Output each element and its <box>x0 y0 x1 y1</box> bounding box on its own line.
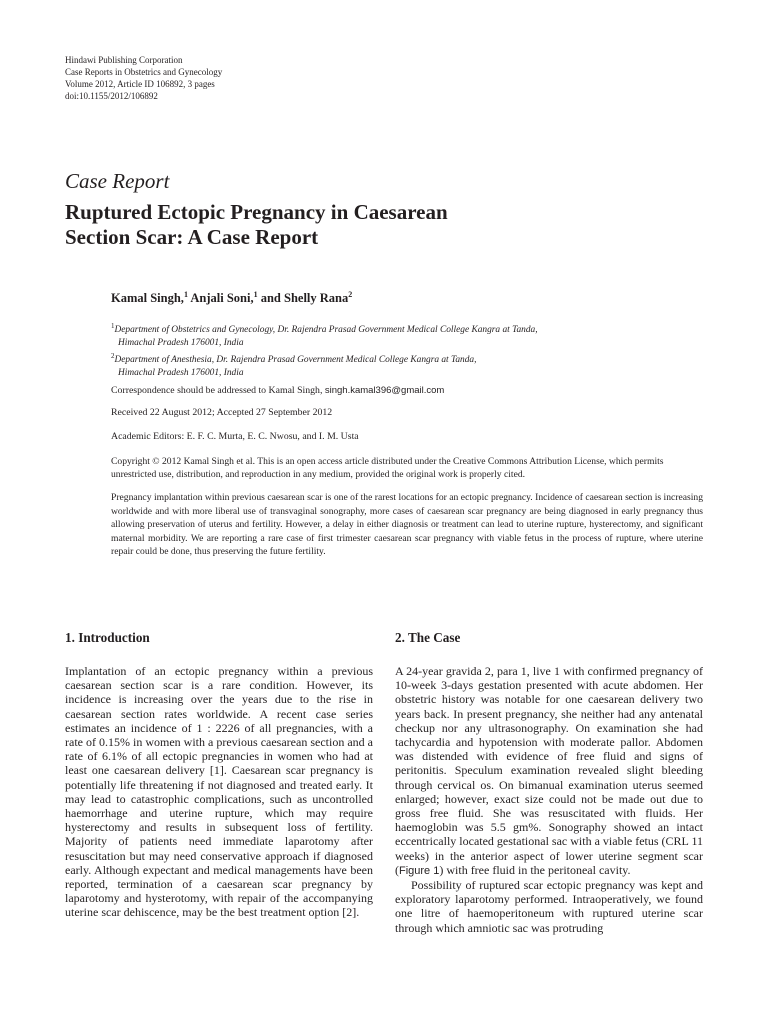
affiliation-marker: 2 <box>348 290 353 299</box>
author-list <box>111 290 352 306</box>
case-paragraph <box>395 664 703 878</box>
case-text: ) with free fluid in the peritoneal cavity. <box>439 862 631 877</box>
affiliation-marker: 2 <box>111 352 115 361</box>
author-name: Kamal Singh, <box>111 291 184 306</box>
received-dates: Received 22 August 2012; Accepted 27 September 2012 <box>111 407 333 418</box>
case-text: A 24-year gravida 2, para 1, live 1 with confirmed pregnancy of 10-week 3-days gestation presented with acute abdomen. Her obstetric history was notable for one caesarean delivery two years back. In present pregnancy, she neither had any antenatal checkup nor any ultrasonography. On examination she had tachycardia and hypotension with moderate pallor. Abdomen was distended with evidence of free fluid and signs of peritonitis. Speculum examination revealed slight bleeding through cervical os. On bimanual examination uterus seemed enlarged; however, exact size could not be made out due to gross free fluid. She was resuscitated with fluids. Her haemoglobin was 5.5 gm%. Sonography showed an intact eccentrically located gestational sac with a viable fetus (CRL 11 weeks) in the anterior aspect of lower uterine segment scar ( <box>395 664 703 877</box>
title-line: Section Scar: A Case Report <box>65 225 319 249</box>
case-paragraph: Possibility of ruptured scar ectopic pregnancy was kept and exploratory laparotomy performed. Intraoperatively, we found one litre of haemoperitoneum with ruptured uterine scar through which amniotic sac was protruding <box>395 878 703 935</box>
correspondence <box>111 385 444 396</box>
affiliation-address: Himachal Pradesh 176001, India <box>118 338 244 349</box>
author-name: Anjali Soni, <box>187 291 254 306</box>
author-name: and Shelly Rana <box>257 291 349 306</box>
copyright-notice: Copyright © 2012 Kamal Singh et al. This is an open access article distributed under the Creative Commons Attribution License, which permits unrestricted use, distribution, and reproduction in any medium, provided the original work is properly cited. <box>111 456 664 480</box>
figure-link[interactable]: Figure 1 <box>399 864 440 877</box>
correspondence-text: Correspondence should be addressed to Kamal Singh, <box>111 385 325 396</box>
publisher: Hindawi Publishing Corporation <box>65 55 183 65</box>
academic-editors: Academic Editors: E. F. C. Murta, E. C. Nwosu, and I. M. Usta <box>111 431 359 442</box>
title-line: Ruptured Ectopic Pregnancy in Caesarean <box>65 200 448 224</box>
left-column <box>65 630 373 920</box>
affiliation-text: Department of Anesthesia, Dr. Rajendra Prasad Government Medical College Kangra at Tanda, <box>114 355 477 366</box>
right-column <box>395 630 703 935</box>
abstract: Pregnancy implantation within previous caesarean scar is one of the rarest locations for an ectopic pregnancy. Incidence of caesarean section is increasing worldwide and with more liberal use of transvaginal sonography, more cases of caesarean scar pregnancy are being diagnosed in early pregnancy thus allowing preservation of uterus and fertility. However, a delay in either diagnosis or treatment can lead to uterine rupture, hysterectomy, and significant maternal morbidity. We are reporting a rare case of first trimester caesarean scar pregnancy with viable fetus in the process of rupture, where uterine repair could be done, thus preserving the future fertility. <box>111 492 703 558</box>
affiliations <box>111 320 538 380</box>
affiliation-marker: 1 <box>253 290 258 299</box>
article-type: Case Report <box>65 169 170 193</box>
affiliation <box>111 320 538 337</box>
affiliation-address: Himachal Pradesh 176001, India <box>118 368 244 379</box>
article-title <box>65 200 665 250</box>
doi: doi:10.1155/2012/106892 <box>65 91 158 101</box>
publication-info <box>65 54 222 102</box>
introduction-paragraph: Implantation of an ectopic pregnancy within a previous caesarean section scar is a rare condition. However, its incidence is increasing over the years due to the rise in caesarean section rates worldwide. A recent case series estimates an incidence of 1 : 2226 of all pregnancies, with a rate of 0.15% in women with a previous caesarean section and a rate of 6.1% of all ectopic pregnancies in women who had at least one caesarean delivery [1]. Caesarean scar pregnancy is potentially life threatening if not diagnosed and treated early. It may lead to catastrophic complications, such as uncontrolled haemorrhage and uterine rupture, which may require hysterectomy and results in subsequent loss of fertility. Majority of patients need immediate laparotomy after resuscitation but may need conservative approach if diagnosed early. Although expectant and medical managements have been reported, termination of a caesarean scar pregnancy by laparotomy and hysterotomy, with repair of the accompanying uterine scar dehiscence, may be the best treatment option [2]. <box>65 664 373 920</box>
affiliation-marker: 1 <box>111 322 115 330</box>
affiliation-text: Department of Obstetrics and Gynecology, Dr. Rajendra Prasad Government Medical College Kangra at Tanda, <box>114 325 538 336</box>
affiliation-marker: 1 <box>183 290 188 299</box>
email-link[interactable]: singh.kamal396@gmail.com <box>324 385 445 396</box>
volume-info: Volume 2012, Article ID 106892, 3 pages <box>65 79 215 89</box>
section-heading-case: 2. The Case <box>395 630 461 645</box>
section-heading-introduction: 1. Introduction <box>65 630 150 645</box>
journal-name: Case Reports in Obstetrics and Gynecology <box>65 67 223 77</box>
affiliation <box>111 350 538 367</box>
